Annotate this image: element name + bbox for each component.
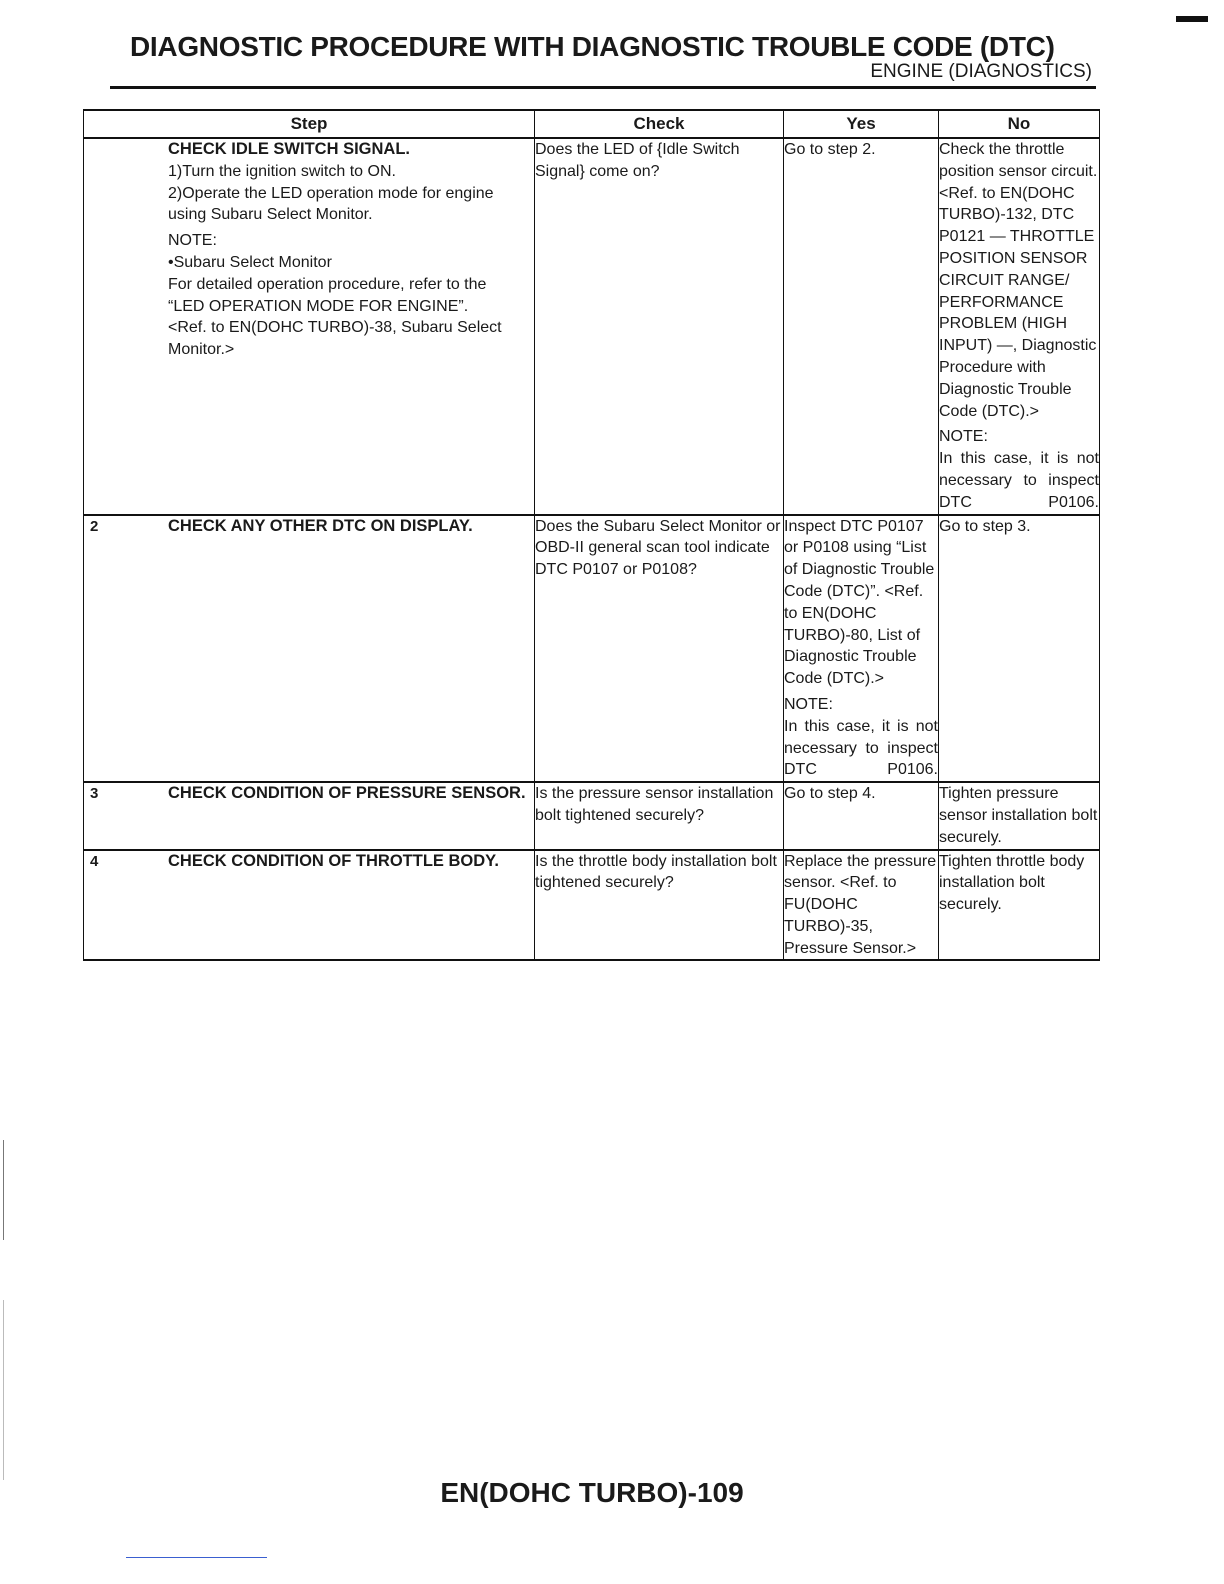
page-number: EN(DOHC TURBO)-109 (440, 1477, 744, 1508)
yes-cell (784, 515, 939, 783)
note-text: In this case, it is not necessary to inspect DTC P0106. (784, 717, 938, 779)
step-title: CHECK CONDITION OF THROTTLE BODY. (168, 851, 499, 870)
section-subtitle: ENGINE (DIAGNOSTICS) (870, 61, 1092, 82)
corner-mark (1176, 16, 1208, 22)
no-text: Check the throttle position sensor circuit. <Ref. to EN(DOHC TURBO)-132, DTC P0121 — THROTTLE POSITION SENSOR CIRCUIT RANGE/ PERFORMANCE PROBLEM (HIGH INPUT) —, Diagnostic Procedure with Diagnostic Trouble Code (DTC).> (939, 141, 1098, 420)
reference-text: <Ref. to EN(DOHC TURBO)-38, Subaru Select Monitor.> (168, 319, 502, 359)
step-cell (84, 782, 535, 849)
step-number: 4 (90, 852, 99, 870)
no-cell (939, 138, 1100, 515)
step-title: CHECK CONDITION OF PRESSURE SENSOR. (168, 784, 526, 803)
step-title: CHECK ANY OTHER DTC ON DISPLAY. (168, 516, 473, 535)
step-number (84, 139, 98, 361)
note-item: •Subaru Select Monitor (168, 253, 332, 271)
scan-edge-mark (3, 1300, 4, 1480)
scan-edge-mark (3, 1140, 4, 1240)
bottom-rule (126, 1557, 267, 1558)
column-header-yes: Yes (784, 110, 939, 138)
title-divider (110, 86, 1096, 89)
note-label: NOTE: (168, 232, 217, 250)
note-text: For detailed operation procedure, refer to the “LED OPERATION MODE FOR ENGINE”. (168, 275, 487, 315)
no-cell: Go to step 3. (939, 515, 1100, 783)
step-title: CHECK IDLE SWITCH SIGNAL. (168, 140, 410, 158)
yes-cell: Replace the pressure sensor. <Ref. to FU(DOHC TURBO)-35, Pressure Sensor.> (784, 850, 939, 961)
table-header-row (84, 110, 1100, 138)
no-cell: Tighten throttle body installation bolt securely. (939, 850, 1100, 961)
no-cell: Tighten pressure sensor installation bolt securely. (939, 782, 1100, 849)
step-number: 2 (90, 517, 99, 535)
note-label: NOTE: (784, 695, 833, 713)
table-row (84, 138, 1100, 515)
yes-cell: Go to step 2. (784, 138, 939, 515)
step-cell (84, 850, 535, 961)
yes-cell: Go to step 4. (784, 782, 939, 849)
dtc-procedure-table (83, 109, 1100, 961)
table-row (84, 850, 1100, 961)
column-header-step: Step (84, 110, 535, 138)
note-text: In this case, it is not necessary to inspect DTC P0106. (939, 450, 1099, 511)
yes-text: Inspect DTC P0107 or P0108 using “List of Diagnostic Trouble Code (DTC)”. <Ref. to EN(DOHC TURBO)-80, List of Diagnostic Trouble Code (DTC).> (784, 517, 935, 688)
table-row (84, 782, 1100, 849)
column-header-check: Check (535, 110, 784, 138)
page-title: DIAGNOSTIC PROCEDURE WITH DIAGNOSTIC TROUBLE CODE (DTC) (130, 31, 1055, 62)
note-label: NOTE: (939, 428, 988, 446)
step-cell (84, 138, 535, 515)
table-row (84, 515, 1100, 783)
check-cell: Is the pressure sensor installation bolt tightened securely? (535, 782, 784, 849)
check-cell: Does the LED of {Idle Switch Signal} come on? (535, 138, 784, 515)
step-instruction: 1)Turn the ignition switch to ON. (168, 162, 396, 180)
check-cell: Does the Subaru Select Monitor or OBD-II general scan tool indicate DTC P0107 or P0108? (535, 515, 784, 783)
step-cell (84, 515, 535, 783)
step-instruction: 2)Operate the LED operation mode for engine using Subaru Select Monitor. (168, 184, 494, 224)
step-number: 3 (90, 785, 99, 803)
column-header-no: No (939, 110, 1100, 138)
check-cell: Is the throttle body installation bolt tightened securely? (535, 850, 784, 961)
